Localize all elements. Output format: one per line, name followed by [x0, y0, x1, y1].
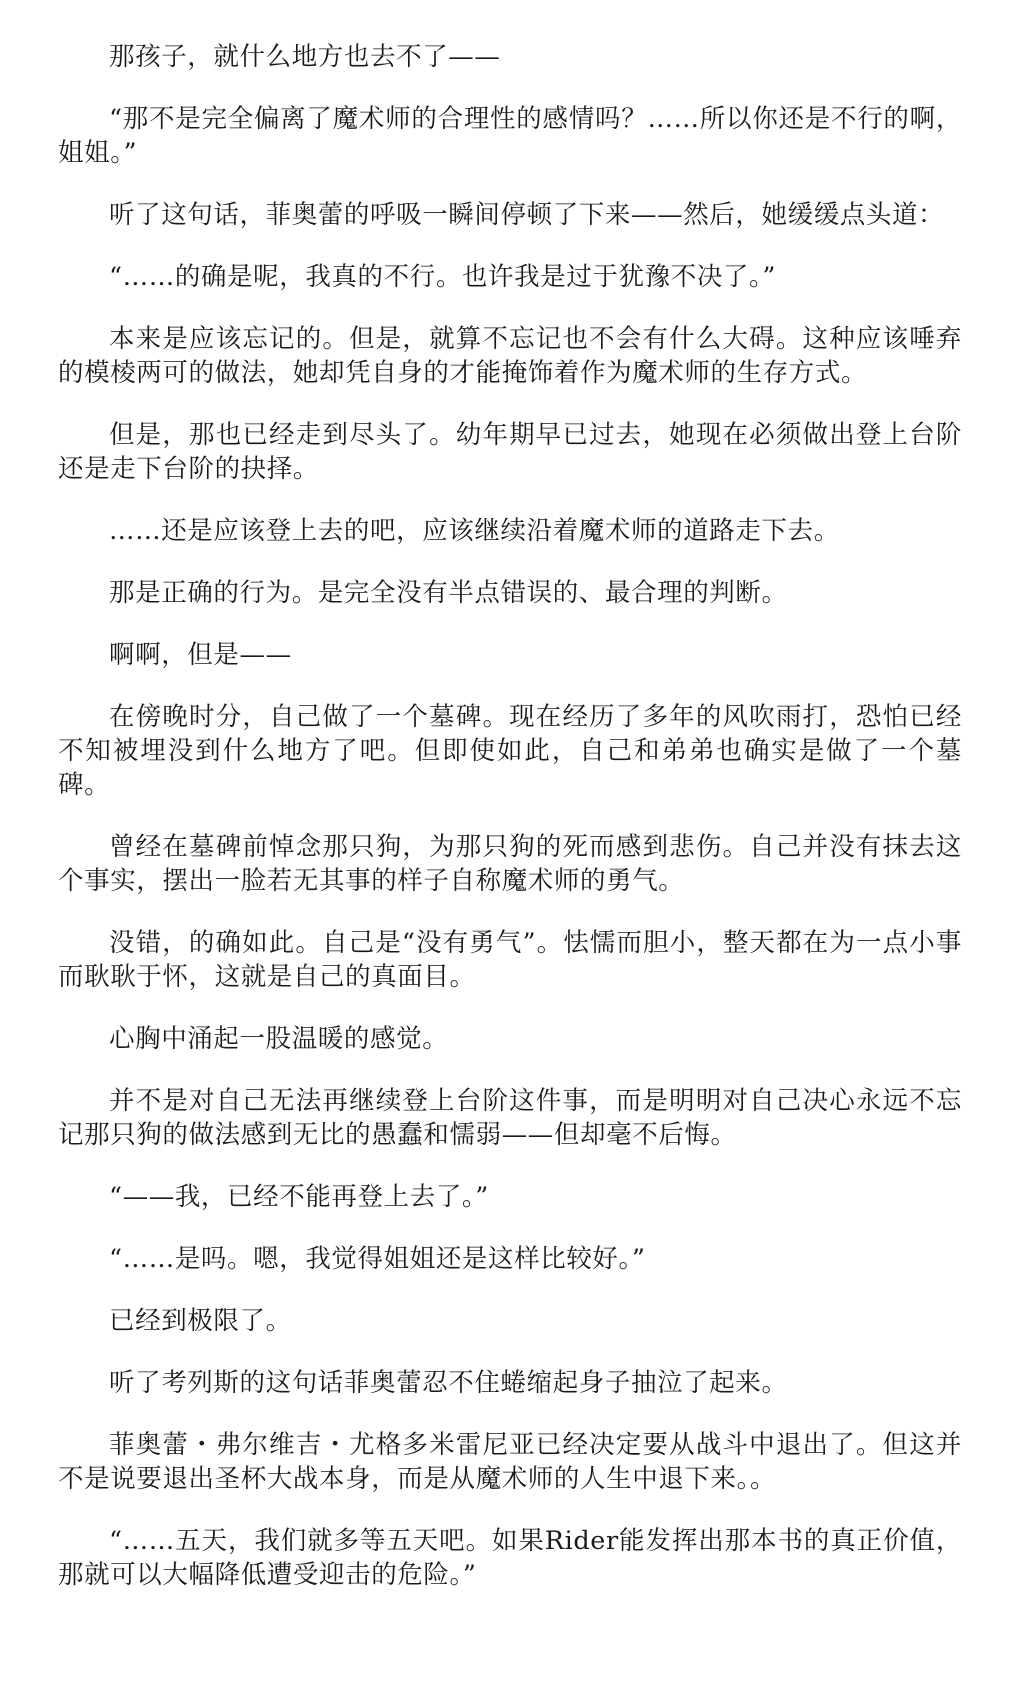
paragraph: 没错，的确如此。自己是“没有勇气”。怯懦而胆小，整天都在为一点小事而耿耿于怀，这就是自己的真面目。 [58, 928, 962, 992]
paragraph: 心胸中涌起一股温暖的感觉。 [109, 1024, 449, 1054]
paragraph: 菲奥蕾・弗尔维吉・尤格多米雷尼亚已经决定要从战斗中退出了。但这并不是说要退出圣杯大战本身，而是从魔术师的人生中退下来。。 [58, 1430, 962, 1494]
paragraph: 本来是应该忘记的。但是，就算不忘记也不会有什么大碍。这种应该唾弃的模棱两可的做法，她却凭自身的才能掩饰着作为魔术师的生存方式。 [58, 324, 962, 388]
document-page [58, 40, 962, 1592]
paragraph: 曾经在墓碑前悼念那只狗，为那只狗的死而感到悲伤。自己并没有抹去这个事实，摆出一脸若无其事的样子自称魔术师的勇气。 [58, 832, 962, 896]
paragraph: 那是正确的行为。是完全没有半点错误的、最合理的判断。 [109, 578, 788, 608]
paragraph: “……是吗。嗯，我觉得姐姐还是这样比较好。” [109, 1244, 646, 1274]
paragraph: 但是，那也已经走到尽头了。幼年期早已过去，她现在必须做出登上台阶还是走下台阶的抉择。 [58, 420, 962, 484]
paragraph: 那孩子，就什么地方也去不了—— [109, 42, 501, 72]
paragraph: “……五天，我们就多等五天吧。如果Rider能发挥出那本书的真正价值，那就可以大幅降低遭受迎击的危险。” [58, 1526, 962, 1590]
paragraph: ……还是应该登上去的吧，应该继续沿着魔术师的道路走下去。 [109, 516, 840, 546]
paragraph: 在傍晚时分，自己做了一个墓碑。现在经历了多年的风吹雨打，恐怕已经不知被埋没到什么地方了吧。但即使如此，自己和弟弟也确实是做了一个墓碑。 [58, 702, 962, 800]
paragraph: “……的确是呢，我真的不行。也许我是过于犹豫不决了。” [109, 262, 777, 292]
paragraph: “——我，已经不能再登上去了。” [109, 1182, 489, 1212]
paragraph: “那不是完全偏离了魔术师的合理性的感情吗？……所以你还是不行的啊，姐姐。” [58, 104, 962, 168]
paragraph: 已经到极限了。 [109, 1306, 292, 1336]
paragraph: 听了考列斯的这句话菲奥蕾忍不住蜷缩起身子抽泣了起来。 [109, 1368, 788, 1398]
paragraph: 听了这句话，菲奥蕾的呼吸一瞬间停顿了下来——然后，她缓缓点头道： [109, 200, 945, 230]
paragraph: 并不是对自己无法再继续登上台阶这件事，而是明明对自己决心永远不忘记那只狗的做法感到无比的愚蠢和懦弱——但却毫不后悔。 [58, 1086, 962, 1150]
paragraph: 啊啊，但是—— [109, 640, 292, 670]
